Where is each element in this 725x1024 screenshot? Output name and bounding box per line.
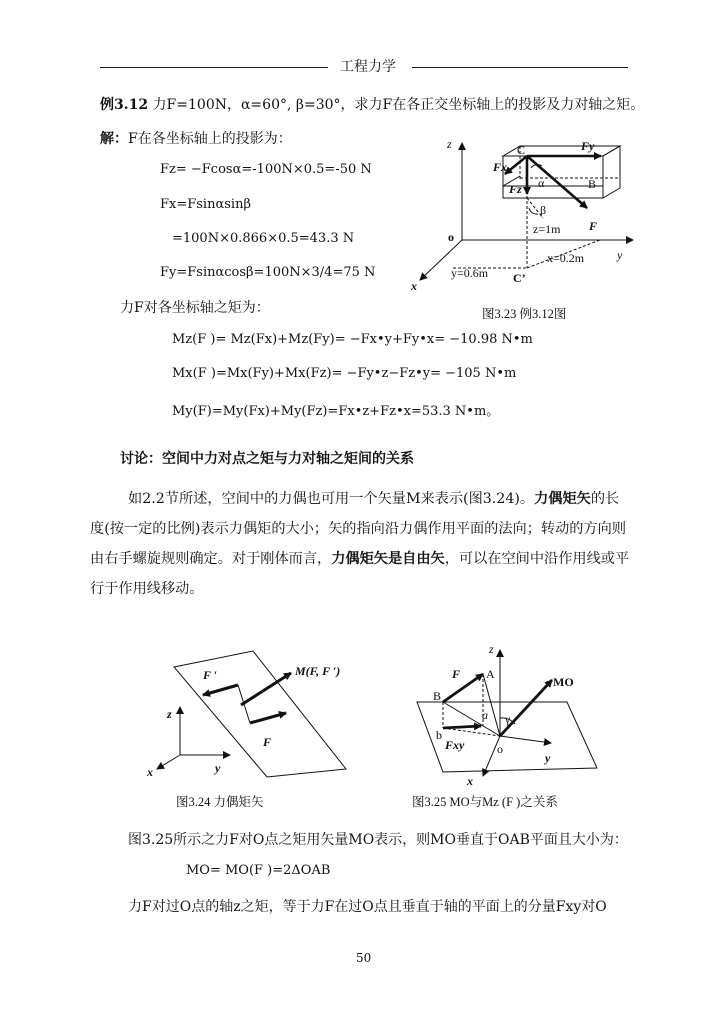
label-alpha: α [538, 176, 545, 190]
equation-fy: Fy=Fsinαcosβ=100N×3/4=75 N [160, 265, 376, 280]
label-gamma: γ [505, 712, 511, 726]
line-ob-projection [443, 728, 500, 736]
line-ob [443, 702, 500, 736]
label-b: B [588, 177, 597, 191]
page-number: 50 [356, 951, 372, 965]
discussion-heading: 讨论：空间中力对点之矩与力对轴之矩间的关系 [120, 451, 414, 467]
label-a-lower: a [482, 708, 488, 722]
moment-arrow-mo [500, 680, 552, 736]
discussion-text-c: 的长度(按一定的比例)表示力偶矩的大小；矢的指向沿力偶作用平面的法向；转动的方向则由右手螺旋规则确定。对于刚体而言， [90, 491, 627, 567]
figure-3-23-caption: 图3.23 例3.12图 [482, 307, 567, 321]
discussion-paragraph [90, 484, 630, 604]
label-z: z [447, 137, 452, 151]
label-x: x [411, 279, 417, 293]
figure-3-24-caption: 图3.24 力偶矩矢 [176, 795, 264, 809]
discussion-text-e: ，可以在空间中沿作用线或平行于作用线移动。 [90, 551, 630, 597]
paragraph-axis-moment: 力F对过O点的轴z之矩，等于力F在过O点且垂直于轴的平面上的分量Fxy对O [128, 899, 607, 915]
label-y: y [545, 751, 551, 765]
equation-fz: Fz= −Fcosα=-100N×0.5=-50 N [160, 162, 372, 177]
label-f: F [589, 219, 598, 233]
label-origin: o [497, 742, 503, 756]
solution-intro [100, 128, 292, 148]
figure-3-23 [395, 128, 655, 333]
label-y: y [215, 761, 221, 775]
figure-3-25-caption: 图3.25 MO与Mz (F )之关系 [412, 795, 558, 809]
discussion-text-d: 力偶矩矢是自由矢 [331, 551, 445, 567]
label-z: z [489, 642, 494, 656]
force-arrow-f [250, 713, 286, 723]
force-arrow-fxy [443, 726, 481, 728]
label-x-0-2m: x=0.2m [547, 251, 585, 265]
header-rule-left [100, 67, 328, 68]
label-fxy: Fxy [445, 738, 465, 752]
discussion-text-a: 如2.2节所述，空间中的力偶也可用一个矢量M来表示(图3.24)。 [128, 491, 535, 507]
label-fy: Fy [581, 139, 595, 153]
label-f: F [263, 735, 272, 749]
label-mo: MO [553, 675, 574, 689]
box-side-face [603, 146, 620, 198]
moment-intro: 力F对各坐标轴之矩为： [120, 300, 270, 316]
equation-mo: MO= MO(F )=2ΔOAB [186, 863, 331, 878]
label-f-prime: F ′ [203, 668, 218, 682]
discussion-text-b: 力偶矩矢 [534, 491, 591, 507]
example-title [100, 94, 644, 114]
label-x: x [467, 774, 473, 788]
label-fz: Fz [509, 182, 522, 196]
force-arrow-fx [505, 156, 527, 174]
header-title: 工程力学 [340, 59, 396, 75]
label-origin: o [448, 230, 454, 244]
figure-3-24 [130, 645, 370, 817]
label-f: F [452, 667, 461, 681]
solution-label: 解： [100, 131, 128, 147]
beta-arc [529, 208, 538, 214]
figure-3-25 [405, 640, 620, 817]
label-fx: Fx [493, 160, 508, 174]
label-b-upper: B [433, 689, 442, 703]
force-arrow-f-prime [203, 685, 238, 695]
equation-fx-2: =100N×0.866×0.5=43.3 N [172, 231, 355, 246]
label-a-upper: A [486, 667, 495, 681]
label-z-1m: z=1m [533, 222, 561, 236]
label-c-prime: C’ [513, 271, 526, 285]
equation-mx: Mx(F )=Mx(Fy)+Mx(Fz)= −Fy•z−Fz•y= −105 N•m [172, 366, 517, 381]
equation-mz: Mz(F )= Mz(Fx)+Mz(Fy)= −Fx•y+Fy•x= −10.98 N•m [172, 332, 533, 347]
axis-x [157, 755, 180, 769]
label-z: z [167, 707, 172, 721]
label-y-0-6m: y=0.6m [451, 266, 489, 280]
equation-my: My(F)=My(Fx)+My(Fz)=Fx•z+Fz•x=53.3 N•m。 [172, 404, 500, 419]
solution-intro-text: F在各坐标轴上的投影为： [128, 131, 292, 147]
paragraph-mo-definition: 图3.25所示之力F对O点之矩用矢量MO表示，则MO垂直于OAB平面且大小为： [128, 832, 628, 848]
label-c: C [517, 143, 526, 157]
equation-fx-1: Fx=Fsinαsinβ [160, 197, 251, 212]
example-statement: 力F=100N，α=60°, β=30°，求力F在各正交坐标轴上的投影及力对轴之矩。 [148, 97, 645, 113]
label-beta: β [540, 203, 547, 217]
label-moment: M(F, F ′) [295, 664, 341, 678]
force-arrow-f [527, 156, 587, 208]
label-x: x [147, 765, 153, 779]
label-y: y [617, 248, 623, 262]
label-b-lower: b [436, 728, 442, 742]
axis-y [500, 736, 551, 743]
line-oa [483, 674, 500, 736]
example-number: 例3.12 [100, 97, 149, 113]
header-rule-right [412, 67, 628, 68]
force-arrow-f [443, 674, 483, 702]
